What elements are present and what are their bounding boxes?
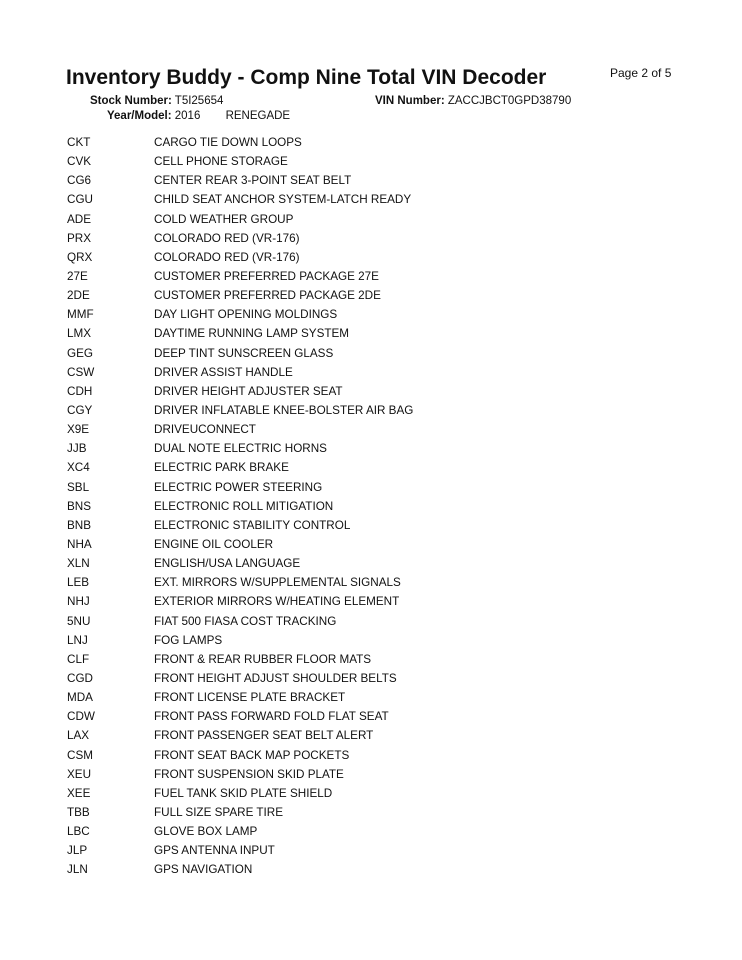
option-description: DRIVER INFLATABLE KNEE-BOLSTER AIR BAG (154, 404, 414, 418)
option-row (67, 612, 687, 631)
option-row (67, 746, 687, 765)
option-description: FRONT SUSPENSION SKID PLATE (154, 767, 344, 781)
option-row (67, 210, 687, 229)
option-description: COLD WEATHER GROUP (154, 212, 294, 226)
option-row (67, 669, 687, 688)
vin-number-label: VIN Number: (375, 95, 445, 107)
option-code: CSM (67, 748, 93, 762)
vin-number-value: ZACCJBCT0GPD38790 (447, 95, 572, 107)
option-code: CVK (67, 155, 92, 169)
option-row (67, 152, 687, 171)
stock-number-label: Stock Number: (90, 95, 172, 107)
option-code: TBB (67, 805, 90, 819)
option-code: CKT (67, 136, 91, 150)
option-description: ELECTRIC POWER STEERING (154, 480, 323, 494)
option-description: DEEP TINT SUNSCREEN GLASS (154, 346, 334, 360)
option-code: CGY (67, 404, 93, 418)
option-code: SBL (67, 480, 90, 494)
option-code: NHJ (67, 595, 90, 609)
option-row (67, 650, 687, 669)
option-row (67, 324, 687, 343)
option-description: ENGINE OIL COOLER (154, 538, 274, 552)
option-description: FULL SIZE SPARE TIRE (154, 805, 284, 819)
option-code-list (67, 133, 687, 879)
option-description: DAYTIME RUNNING LAMP SYSTEM (154, 327, 350, 341)
option-description: FIAT 500 FIASA COST TRACKING (154, 614, 337, 628)
option-row (67, 765, 687, 784)
option-row (67, 133, 687, 152)
option-row (67, 516, 687, 535)
option-description: CHILD SEAT ANCHOR SYSTEM-LATCH READY (154, 193, 412, 207)
option-row (67, 535, 687, 554)
option-description: DAY LIGHT OPENING MOLDINGS (154, 308, 338, 322)
option-row (67, 171, 687, 190)
option-description: FUEL TANK SKID PLATE SHIELD (154, 786, 333, 800)
option-code: 5NU (67, 614, 91, 628)
option-description: ELECTRONIC ROLL MITIGATION (154, 499, 334, 513)
option-code: MDA (67, 691, 93, 705)
option-row (67, 860, 687, 879)
option-description: COLORADO RED (VR-176) (154, 231, 300, 245)
option-row (67, 267, 687, 286)
option-row (67, 497, 687, 516)
option-row (67, 784, 687, 803)
option-row (67, 726, 687, 745)
option-row (67, 190, 687, 209)
option-description: EXT. MIRRORS W/SUPPLEMENTAL SIGNALS (154, 576, 401, 590)
option-code: MMF (67, 308, 94, 322)
option-row (67, 401, 687, 420)
option-row (67, 707, 687, 726)
option-row (67, 458, 687, 477)
option-description: ELECTRIC PARK BRAKE (154, 461, 289, 475)
option-row (67, 286, 687, 305)
option-row (67, 554, 687, 573)
option-description: CENTER REAR 3-POINT SEAT BELT (154, 174, 352, 188)
option-code: XLN (67, 557, 90, 571)
option-code: CSW (67, 365, 95, 379)
option-description: FRONT HEIGHT ADJUST SHOULDER BELTS (154, 672, 397, 685)
stock-number-value: T5I25654 (174, 95, 224, 107)
option-row (67, 592, 687, 611)
option-description: CELL PHONE STORAGE (154, 155, 288, 169)
option-description: FRONT PASSENGER SEAT BELT ALERT (154, 729, 374, 743)
option-row (67, 631, 687, 650)
option-row (67, 573, 687, 592)
option-code: BNB (67, 518, 92, 532)
option-description: FRONT LICENSE PLATE BRACKET (154, 691, 346, 705)
option-code: CDW (67, 710, 95, 724)
option-row (67, 803, 687, 822)
option-description: CARGO TIE DOWN LOOPS (154, 136, 302, 150)
option-row (67, 305, 687, 324)
year-model-label: Year/Model: (107, 110, 172, 122)
option-code: ADE (67, 212, 92, 226)
option-row (67, 382, 687, 401)
option-description: FRONT & REAR RUBBER FLOOR MATS (154, 652, 372, 666)
option-description: FOG LAMPS (154, 633, 223, 647)
option-code: CDH (67, 384, 93, 398)
option-row (67, 420, 687, 439)
page-title: Inventory Buddy - Comp Nine Total VIN Decoder (66, 66, 547, 89)
option-code: CG6 (67, 174, 92, 188)
option-code: JJB (67, 442, 87, 456)
option-description: GPS NAVIGATION (154, 863, 253, 877)
option-description: ENGLISH/USA LANGUAGE (154, 557, 301, 571)
stock-number-line (90, 95, 223, 107)
option-description: CUSTOMER PREFERRED PACKAGE 2DE (154, 289, 381, 303)
option-row (67, 478, 687, 497)
page-number: Page 2 of 5 (610, 66, 672, 80)
year-model-line (107, 110, 290, 122)
option-description: COLORADO RED (VR-176) (154, 250, 300, 264)
option-row (67, 248, 687, 267)
option-code: JLN (67, 863, 88, 877)
option-code: NHA (67, 538, 92, 552)
year-value: 2016 (174, 110, 201, 122)
option-code: PRX (67, 231, 92, 245)
model-value: RENEGADE (225, 110, 291, 122)
option-description: FRONT PASS FORWARD FOLD FLAT SEAT (154, 710, 389, 724)
option-description: ELECTRONIC STABILITY CONTROL (154, 518, 351, 532)
option-code: GEG (67, 346, 93, 360)
option-description: DRIVER HEIGHT ADJUSTER SEAT (154, 384, 343, 398)
option-description: CUSTOMER PREFERRED PACKAGE 27E (154, 270, 379, 284)
option-code: LNJ (67, 633, 88, 647)
option-code: X9E (67, 423, 90, 437)
option-row (67, 344, 687, 363)
option-description: DUAL NOTE ELECTRIC HORNS (154, 442, 327, 456)
option-code: XC4 (67, 461, 90, 475)
option-description: DRIVER ASSIST HANDLE (154, 365, 293, 379)
option-description: FRONT SEAT BACK MAP POCKETS (154, 748, 350, 762)
option-code: 27E (67, 270, 88, 284)
option-row (67, 688, 687, 707)
option-code: LBC (67, 825, 90, 839)
option-description: DRIVEUCONNECT (154, 423, 256, 437)
option-description: GLOVE BOX LAMP (154, 825, 258, 839)
option-code: LMX (67, 327, 92, 341)
option-code: LEB (67, 576, 90, 590)
option-code: XEU (67, 767, 92, 781)
option-code: 2DE (67, 289, 90, 303)
option-code: JLP (67, 844, 88, 858)
option-row (67, 439, 687, 458)
option-code: CGU (67, 193, 93, 207)
option-row (67, 822, 687, 841)
option-code: CLF (67, 652, 90, 666)
option-code: XEE (67, 786, 91, 800)
option-row (67, 841, 687, 860)
option-row (67, 363, 687, 382)
option-description: GPS ANTENNA INPUT (154, 844, 275, 858)
option-description: EXTERIOR MIRRORS W/HEATING ELEMENT (154, 595, 400, 609)
option-row (67, 229, 687, 248)
option-code: CGD (67, 672, 93, 685)
vin-number-line (375, 95, 571, 107)
option-code: BNS (67, 499, 92, 513)
option-code: QRX (67, 250, 93, 264)
option-code: LAX (67, 729, 90, 743)
